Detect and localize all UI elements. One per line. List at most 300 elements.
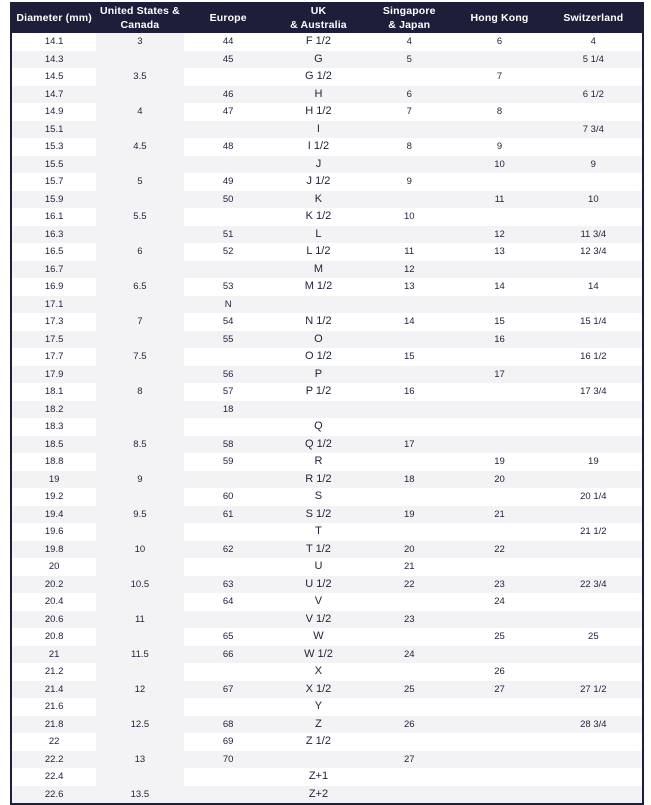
cell-hong_kong	[454, 383, 544, 401]
cell-us_canada: 9	[96, 471, 183, 489]
cell-diameter: 16.7	[11, 261, 96, 279]
cell-us_canada: 10.5	[96, 576, 183, 594]
table-body	[11, 33, 643, 804]
cell-switzerland: 15 1/4	[580, 316, 607, 327]
cell-switzerland	[545, 331, 643, 349]
cell-us_canada	[96, 366, 183, 384]
cell-uk_australia: V	[314, 595, 323, 607]
cell-diameter: 21.6	[44, 701, 64, 712]
table-row	[11, 663, 643, 681]
cell-singapore_japan: 26	[364, 716, 454, 734]
cell-switzerland	[545, 296, 643, 314]
cell-europe: 65	[222, 631, 234, 642]
table-row	[11, 51, 643, 69]
cell-us_canada	[96, 401, 183, 419]
cell-us_canada	[96, 296, 183, 314]
cell-diameter: 18.8	[44, 456, 64, 467]
table-row	[11, 313, 643, 331]
cell-singapore_japan	[364, 453, 454, 471]
cell-switzerland: 27 1/2	[545, 681, 643, 699]
cell-diameter: 21.2	[44, 666, 64, 677]
column-header-uk_australia: UK & Australia	[273, 3, 364, 33]
cell-europe: 45	[184, 51, 273, 69]
cell-uk_australia: R	[314, 455, 323, 467]
cell-hong_kong: 24	[494, 596, 505, 607]
table-row	[11, 523, 643, 541]
cell-us_canada	[96, 558, 183, 576]
cell-uk_australia: X	[314, 665, 323, 677]
cell-singapore_japan	[364, 786, 454, 805]
cell-uk_australia: Z 1/2	[305, 735, 331, 747]
cell-hong_kong: 21	[454, 506, 544, 524]
cell-diameter: 16.5	[44, 246, 64, 257]
cell-europe	[184, 611, 273, 629]
cell-europe: 44	[222, 36, 234, 47]
cell-diameter: 17.7	[44, 351, 64, 362]
cell-switzerland	[545, 786, 643, 805]
cell-uk_australia: Z+1	[308, 770, 329, 782]
cell-diameter: 15.9	[11, 191, 96, 209]
table-row	[11, 331, 643, 349]
cell-europe: 54	[222, 316, 234, 327]
cell-us_canada	[96, 261, 183, 279]
cell-europe	[184, 418, 273, 436]
table-row	[11, 681, 643, 699]
cell-europe: 59	[222, 456, 234, 467]
cell-diameter: 15.7	[44, 176, 64, 187]
cell-europe: 68	[184, 716, 273, 734]
cell-uk_australia: H	[273, 86, 364, 104]
cell-singapore_japan	[364, 331, 454, 349]
table-row	[11, 208, 643, 226]
cell-europe: 64	[222, 596, 234, 607]
cell-europe	[184, 786, 273, 805]
cell-europe	[184, 348, 273, 366]
cell-uk_australia: J	[273, 156, 364, 174]
table-row	[11, 121, 643, 139]
cell-europe: 53	[222, 281, 234, 292]
cell-diameter: 21.4	[11, 681, 96, 699]
table-row	[11, 401, 643, 419]
cell-europe	[184, 208, 273, 226]
cell-singapore_japan: 22	[364, 576, 454, 594]
cell-uk_australia: L	[273, 226, 364, 244]
cell-switzerland	[545, 593, 643, 611]
cell-singapore_japan	[364, 663, 454, 681]
cell-us_canada: 12.5	[96, 716, 183, 734]
cell-uk_australia: M 1/2	[304, 280, 333, 292]
cell-singapore_japan: 13	[403, 281, 415, 292]
cell-hong_kong	[454, 86, 544, 104]
cell-diameter: 20.4	[44, 596, 64, 607]
cell-switzerland	[545, 733, 643, 751]
cell-switzerland: 25	[588, 631, 599, 642]
cell-hong_kong: 7	[496, 71, 503, 82]
cell-europe: 61	[184, 506, 273, 524]
table-row	[11, 611, 643, 629]
cell-uk_australia: H 1/2	[305, 105, 332, 117]
cell-hong_kong	[454, 173, 544, 191]
cell-switzerland	[545, 506, 643, 524]
cell-us_canada	[96, 488, 183, 506]
table-row	[11, 506, 643, 524]
cell-diameter: 20.6	[11, 611, 96, 629]
cell-us_canada: 5	[96, 173, 183, 191]
cell-us_canada: 12	[96, 681, 183, 699]
cell-switzerland	[545, 68, 643, 86]
cell-singapore_japan: 9	[406, 176, 412, 187]
cell-europe: N	[184, 296, 273, 314]
cell-hong_kong: 10	[454, 156, 544, 174]
cell-diameter: 17.1	[11, 296, 96, 314]
cell-hong_kong: 14	[494, 281, 505, 292]
cell-hong_kong: 16	[454, 331, 544, 349]
cell-hong_kong	[454, 296, 544, 314]
cell-switzerland: 4	[590, 36, 596, 47]
cell-diameter: 18.2	[11, 401, 96, 419]
cell-uk_australia: T	[315, 525, 322, 537]
cell-diameter: 14.1	[44, 36, 64, 47]
cell-singapore_japan	[364, 401, 454, 419]
cell-hong_kong	[454, 436, 544, 454]
column-header-singapore_japan: Singapore & Japan	[364, 3, 454, 33]
cell-singapore_japan	[364, 593, 454, 611]
cell-us_canada: 6.5	[96, 278, 183, 296]
cell-diameter: 15.1	[11, 121, 96, 139]
cell-singapore_japan: 14	[403, 316, 415, 327]
cell-diameter: 16.9	[44, 281, 64, 292]
table-row	[11, 261, 643, 279]
cell-hong_kong	[454, 348, 544, 366]
cell-singapore_japan: 18	[364, 471, 454, 489]
cell-singapore_japan	[364, 768, 454, 786]
column-header-europe: Europe	[184, 3, 273, 33]
cell-europe	[184, 663, 273, 681]
cell-europe	[184, 471, 273, 489]
cell-hong_kong	[454, 261, 544, 279]
table-row	[11, 716, 643, 734]
table-row	[11, 226, 643, 244]
cell-hong_kong: 20	[454, 471, 544, 489]
cell-switzerland: 17 3/4	[580, 386, 607, 397]
cell-switzerland	[545, 663, 643, 681]
cell-switzerland: 6 1/2	[545, 86, 643, 104]
cell-diameter: 19.4	[11, 506, 96, 524]
cell-singapore_japan	[364, 68, 454, 86]
cell-singapore_japan	[364, 628, 454, 646]
cell-europe: 52	[222, 246, 234, 257]
cell-hong_kong: 22	[454, 541, 544, 559]
table-row	[11, 366, 643, 384]
cell-singapore_japan: 17	[364, 436, 454, 454]
cell-switzerland	[545, 366, 643, 384]
cell-singapore_japan: 12	[364, 261, 454, 279]
cell-europe: 62	[184, 541, 273, 559]
cell-us_canada	[96, 156, 183, 174]
table-row	[11, 191, 643, 209]
cell-hong_kong: 23	[454, 576, 544, 594]
cell-hong_kong	[454, 698, 544, 716]
cell-diameter: 16.1	[44, 211, 64, 222]
cell-diameter: 14.5	[44, 71, 64, 82]
cell-hong_kong	[454, 716, 544, 734]
cell-us_canada	[96, 418, 183, 436]
cell-uk_australia: O	[273, 331, 364, 349]
cell-europe: 46	[184, 86, 273, 104]
cell-singapore_japan	[364, 418, 454, 436]
cell-diameter: 21	[11, 646, 96, 664]
cell-europe: 57	[222, 386, 234, 397]
cell-hong_kong	[454, 611, 544, 629]
cell-diameter: 19.6	[44, 526, 64, 537]
cell-singapore_japan	[364, 698, 454, 716]
cell-singapore_japan	[364, 156, 454, 174]
cell-hong_kong: 8	[496, 106, 503, 117]
cell-uk_australia: N 1/2	[305, 315, 332, 327]
cell-hong_kong	[454, 733, 544, 751]
cell-uk_australia: G	[273, 51, 364, 69]
cell-diameter: 17.3	[44, 316, 64, 327]
cell-diameter: 22.2	[11, 751, 96, 769]
cell-us_canada	[96, 593, 183, 611]
cell-us_canada: 13.5	[96, 786, 183, 805]
cell-switzerland	[545, 558, 643, 576]
table-row	[11, 383, 643, 401]
cell-europe: 47	[222, 106, 234, 117]
table-row	[11, 138, 643, 156]
cell-diameter: 18.1	[44, 386, 64, 397]
cell-diameter: 14.9	[44, 106, 64, 117]
cell-us_canada: 3	[96, 33, 183, 51]
table-row	[11, 558, 643, 576]
cell-singapore_japan: 6	[364, 86, 454, 104]
table-header	[11, 3, 643, 33]
cell-diameter: 20.2	[11, 576, 96, 594]
cell-uk_australia: P	[273, 366, 364, 384]
cell-europe	[184, 68, 273, 86]
table-row	[11, 628, 643, 646]
cell-singapore_japan: 24	[364, 646, 454, 664]
cell-switzerland	[545, 646, 643, 664]
cell-uk_australia: T 1/2	[273, 541, 364, 559]
cell-europe: 67	[184, 681, 273, 699]
cell-switzerland	[545, 401, 643, 419]
cell-diameter: 17.5	[11, 331, 96, 349]
column-header-switzerland: Switzerland	[545, 3, 643, 33]
cell-us_canada	[96, 523, 183, 541]
cell-uk_australia: Y	[314, 700, 323, 712]
cell-diameter: 19.8	[11, 541, 96, 559]
cell-switzerland: 10	[545, 191, 643, 209]
cell-us_canada	[96, 733, 183, 751]
cell-uk_australia: S	[314, 490, 323, 502]
cell-singapore_japan: 7	[406, 106, 412, 117]
column-header-us_canada: United States & Canada	[96, 3, 183, 33]
table-row	[11, 68, 643, 86]
cell-diameter: 20	[48, 561, 60, 572]
cell-singapore_japan: 11	[404, 246, 415, 257]
column-header-diameter: Diameter (mm)	[11, 3, 96, 33]
cell-hong_kong	[454, 751, 544, 769]
cell-switzerland	[545, 208, 643, 226]
cell-hong_kong	[454, 418, 544, 436]
cell-switzerland: 22 3/4	[545, 576, 643, 594]
cell-singapore_japan	[364, 121, 454, 139]
cell-hong_kong: 15	[494, 316, 505, 327]
table-row	[11, 733, 643, 751]
cell-europe: 56	[184, 366, 273, 384]
table-row	[11, 436, 643, 454]
cell-europe: 60	[222, 491, 234, 502]
cell-singapore_japan: 10	[403, 211, 415, 222]
cell-diameter: 18.3	[44, 421, 64, 432]
cell-singapore_japan	[364, 191, 454, 209]
cell-hong_kong	[454, 208, 544, 226]
header-row	[11, 3, 643, 33]
table-row	[11, 33, 643, 51]
cell-switzerland	[545, 103, 643, 121]
cell-singapore_japan: 5	[364, 51, 454, 69]
table-row	[11, 103, 643, 121]
table-row	[11, 173, 643, 191]
cell-hong_kong: 27	[454, 681, 544, 699]
cell-hong_kong: 19	[494, 456, 505, 467]
cell-singapore_japan: 15	[403, 351, 415, 362]
cell-singapore_japan: 4	[406, 36, 412, 47]
cell-switzerland: 5 1/4	[545, 51, 643, 69]
table-row	[11, 593, 643, 611]
cell-diameter: 21.8	[11, 716, 96, 734]
cell-singapore_japan: 25	[364, 681, 454, 699]
cell-uk_australia: K	[273, 191, 364, 209]
cell-switzerland: 28 3/4	[545, 716, 643, 734]
cell-europe	[184, 523, 273, 541]
cell-diameter: 14.3	[11, 51, 96, 69]
cell-us_canada	[96, 191, 183, 209]
cell-europe: 51	[184, 226, 273, 244]
cell-us_canada: 11.5	[96, 646, 183, 664]
cell-uk_australia: Q	[314, 420, 323, 432]
cell-singapore_japan: 23	[364, 611, 454, 629]
table-row	[11, 471, 643, 489]
cell-uk_australia: Q 1/2	[273, 436, 364, 454]
cell-hong_kong	[454, 768, 544, 786]
cell-switzerland	[545, 436, 643, 454]
cell-us_canada: 9.5	[96, 506, 183, 524]
cell-diameter: 15.5	[11, 156, 96, 174]
cell-uk_australia: P 1/2	[305, 385, 332, 397]
cell-singapore_japan	[364, 733, 454, 751]
cell-diameter: 19.2	[44, 491, 64, 502]
cell-switzerland	[545, 471, 643, 489]
cell-europe: 69	[222, 736, 234, 747]
cell-hong_kong	[454, 523, 544, 541]
cell-europe	[184, 768, 273, 786]
cell-switzerland: 11 3/4	[545, 226, 643, 244]
cell-europe: 55	[184, 331, 273, 349]
cell-hong_kong: 9	[496, 141, 503, 152]
cell-switzerland	[545, 611, 643, 629]
cell-uk_australia: O 1/2	[305, 350, 332, 362]
cell-diameter: 22.4	[44, 771, 64, 782]
cell-singapore_japan: 21	[403, 561, 415, 572]
table-row	[11, 243, 643, 261]
cell-uk_australia: X 1/2	[273, 681, 364, 699]
cell-diameter: 22.6	[11, 786, 96, 805]
cell-uk_australia: U	[314, 560, 323, 572]
cell-uk_australia: U 1/2	[273, 576, 364, 594]
table-row	[11, 751, 643, 769]
cell-us_canada	[96, 698, 183, 716]
cell-us_canada	[96, 663, 183, 681]
cell-switzerland	[545, 698, 643, 716]
cell-us_canada: 4	[96, 103, 183, 121]
table-row	[11, 576, 643, 594]
cell-hong_kong	[454, 558, 544, 576]
cell-switzerland	[545, 261, 643, 279]
cell-hong_kong: 13	[494, 246, 505, 257]
cell-hong_kong	[454, 646, 544, 664]
cell-diameter: 19	[11, 471, 96, 489]
cell-hong_kong: 17	[454, 366, 544, 384]
table-row	[11, 453, 643, 471]
cell-diameter: 17.9	[11, 366, 96, 384]
table-row	[11, 646, 643, 664]
cell-us_canada	[96, 331, 183, 349]
cell-hong_kong: 25	[494, 631, 505, 642]
cell-uk_australia: W	[313, 630, 324, 642]
cell-switzerland: 16 1/2	[580, 351, 607, 362]
cell-singapore_japan	[364, 366, 454, 384]
cell-us_canada: 11	[96, 611, 183, 629]
cell-switzerland: 12 3/4	[580, 246, 607, 257]
cell-hong_kong	[454, 121, 544, 139]
cell-switzerland	[545, 541, 643, 559]
cell-uk_australia	[273, 401, 364, 419]
cell-us_canada	[96, 51, 183, 69]
cell-uk_australia: Z+2	[273, 786, 364, 805]
cell-europe	[184, 558, 273, 576]
table-row	[11, 768, 643, 786]
table-row	[11, 488, 643, 506]
cell-us_canada	[96, 86, 183, 104]
table-row	[11, 541, 643, 559]
cell-switzerland	[545, 768, 643, 786]
cell-diameter: 20.8	[44, 631, 64, 642]
table-row	[11, 296, 643, 314]
cell-us_canada: 7.5	[96, 348, 183, 366]
cell-hong_kong: 12	[454, 226, 544, 244]
cell-europe	[184, 698, 273, 716]
table-row	[11, 348, 643, 366]
cell-hong_kong	[454, 401, 544, 419]
cell-hong_kong: 11	[454, 191, 544, 209]
cell-switzerland	[545, 173, 643, 191]
cell-switzerland: 19	[588, 456, 599, 467]
cell-switzerland: 7 3/4	[545, 121, 643, 139]
cell-hong_kong	[454, 488, 544, 506]
cell-uk_australia: R 1/2	[273, 471, 364, 489]
cell-switzerland	[545, 751, 643, 769]
cell-europe: 58	[184, 436, 273, 454]
cell-uk_australia: G 1/2	[305, 70, 332, 82]
cell-uk_australia	[273, 296, 364, 314]
cell-us_canada: 3.5	[96, 68, 183, 86]
cell-us_canada: 7	[96, 313, 183, 331]
cell-uk_australia: K 1/2	[305, 210, 332, 222]
cell-europe: 50	[184, 191, 273, 209]
cell-us_canada: 6	[96, 243, 183, 261]
